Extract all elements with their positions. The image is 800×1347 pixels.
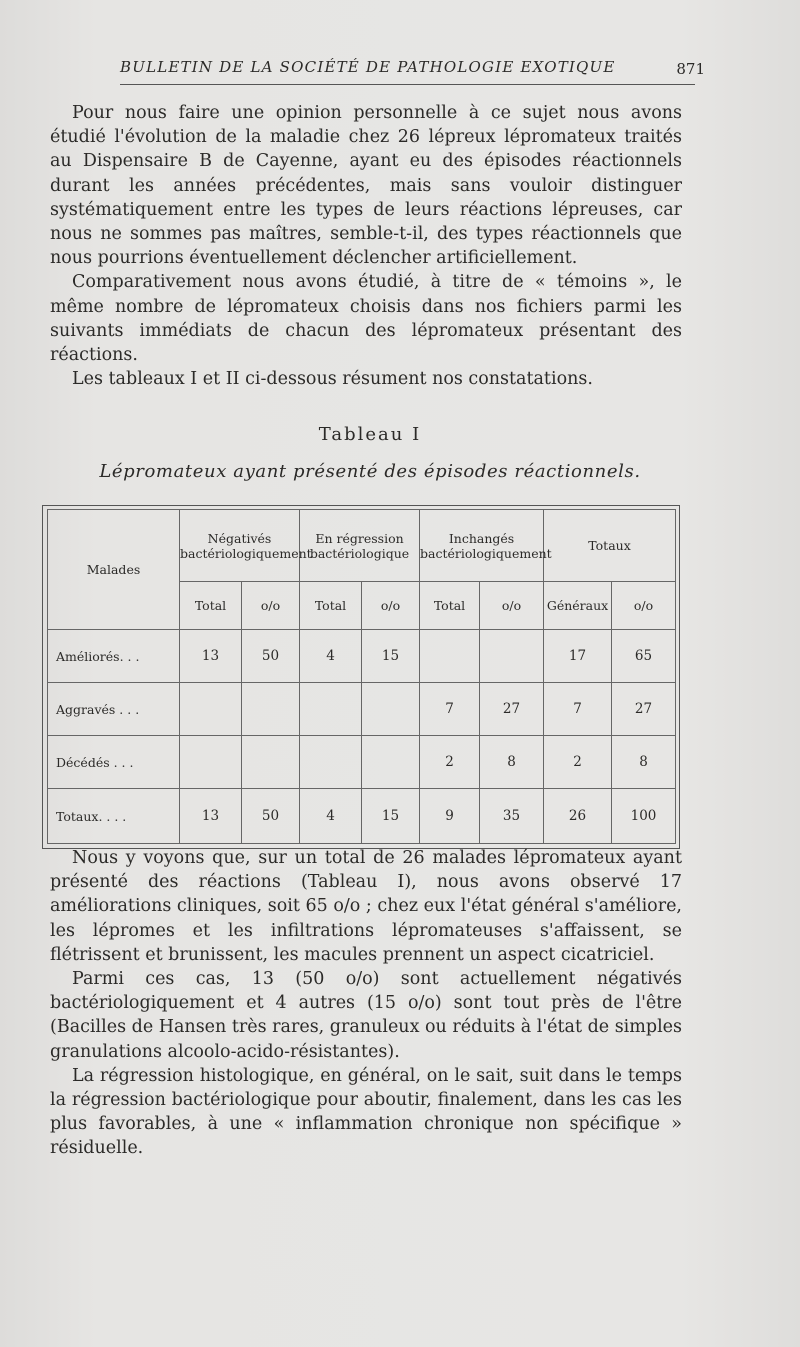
cell: 7 [544,683,612,736]
table-subtitle: Lépromateux ayant présenté des épisodes réactionnels. [99,461,641,482]
group-header: Inchangés bactériologiquement [420,510,544,582]
text-block-top [50,101,682,391]
cell: 2 [420,736,480,789]
row-label: Aggravés . . . [48,683,180,736]
cell [362,736,420,789]
running-header [120,58,705,85]
row-label: Améliorés. . . [48,630,180,683]
cell: 13 [180,789,242,844]
cell [420,630,480,683]
cell: 26 [544,789,612,844]
text-block-bottom [50,846,682,1161]
cell: 8 [480,736,544,789]
cell [362,683,420,736]
subheader: o/o [612,582,676,630]
cell: 8 [612,736,676,789]
results-table [47,509,676,844]
cell [300,736,362,789]
cell [300,683,362,736]
table-frame [42,505,680,849]
paragraph: Comparativement nous avons étudié, à titre de « témoins », le même nombre de lépromateux choisis dans nos fichiers parmi les suivants immédiats de chacun des lépromateux présentant des réactions. [50,272,682,366]
cell: 4 [300,630,362,683]
cell: 65 [612,630,676,683]
subheader: Total [180,582,242,630]
row-header: Malades [48,510,180,630]
subheader: o/o [362,582,420,630]
cell: 7 [420,683,480,736]
cell: 17 [544,630,612,683]
paragraph: Les tableaux I et II ci-dessous résument nos constatations. [72,369,593,390]
cell: 27 [480,683,544,736]
subheader: Total [420,582,480,630]
cell: 4 [300,789,362,844]
subheader: Total [300,582,362,630]
group-header: En régression bactériologique [300,510,420,582]
table-row [48,683,676,736]
table-title: Tableau I [318,424,422,445]
subheader: o/o [480,582,544,630]
cell: 50 [242,630,300,683]
table-row [48,736,676,789]
row-label: Totaux. . . . [48,789,180,844]
paragraph: Nous y voyons que, sur un total de 26 malades lépromateux ayant présenté des réactions (Tableau I), nous avons observé 17 améliorations cliniques, soit 65 o/o ; chez eux l'état général s'améliore, les lépromes et les infiltrations lépromateuses s'affaissent, se flétrissent et brunissent, les macules prennent un aspect cicatriciel. [50,848,682,965]
subheader: o/o [242,582,300,630]
cell: 35 [480,789,544,844]
cell [180,736,242,789]
cell [480,630,544,683]
subheader: Généraux [544,582,612,630]
cell [242,736,300,789]
cell [180,683,242,736]
journal-title: BULLETIN DE LA SOCIÉTÉ DE PATHOLOGIE EXOTIQUE [120,58,616,76]
cell: 15 [362,630,420,683]
table-row-totals [48,789,676,844]
table-row [48,630,676,683]
cell: 2 [544,736,612,789]
cell: 13 [180,630,242,683]
cell: 100 [612,789,676,844]
group-header: Négativés bactériologiquement [180,510,300,582]
page-number: 871 [676,60,705,78]
group-header: Totaux [544,510,676,582]
cell: 15 [362,789,420,844]
paragraph: Parmi ces cas, 13 (50 o/o) sont actuellement négativés bactériologiquement et 4 autres (15 o/o) sont tout près de l'être (Bacilles de Hansen très rares, granuleux ou réduits à l'état de simples granulations alcoolo-acido-résistantes). [50,969,682,1062]
paragraph: Pour nous faire une opinion personnelle à ce sujet nous avons étudié l'évolution de la maladie chez 26 lépreux lépromateux traités au Dispensaire B de Cayenne, ayant eu des épisodes réactionnels durant les années précédentes, mais sans vouloir distinguer systématiquement entre les types de leurs réactions lépreuses, car nous ne sommes pas maîtres, semble-t-il, des types réactionnels que nous pourrions éventuellement déclencher artificiellement. [50,103,682,269]
cell: 27 [612,683,676,736]
cell: 9 [420,789,480,844]
cell [242,683,300,736]
paragraph: La régression histologique, en général, on le sait, suit dans le temps la régression bactériologique pour aboutir, finalement, dans les cas les plus favorables, à une « inflammation chronique non spécifique » résiduelle. [50,1065,682,1159]
row-label: Décédés . . . [48,736,180,789]
cell: 50 [242,789,300,844]
